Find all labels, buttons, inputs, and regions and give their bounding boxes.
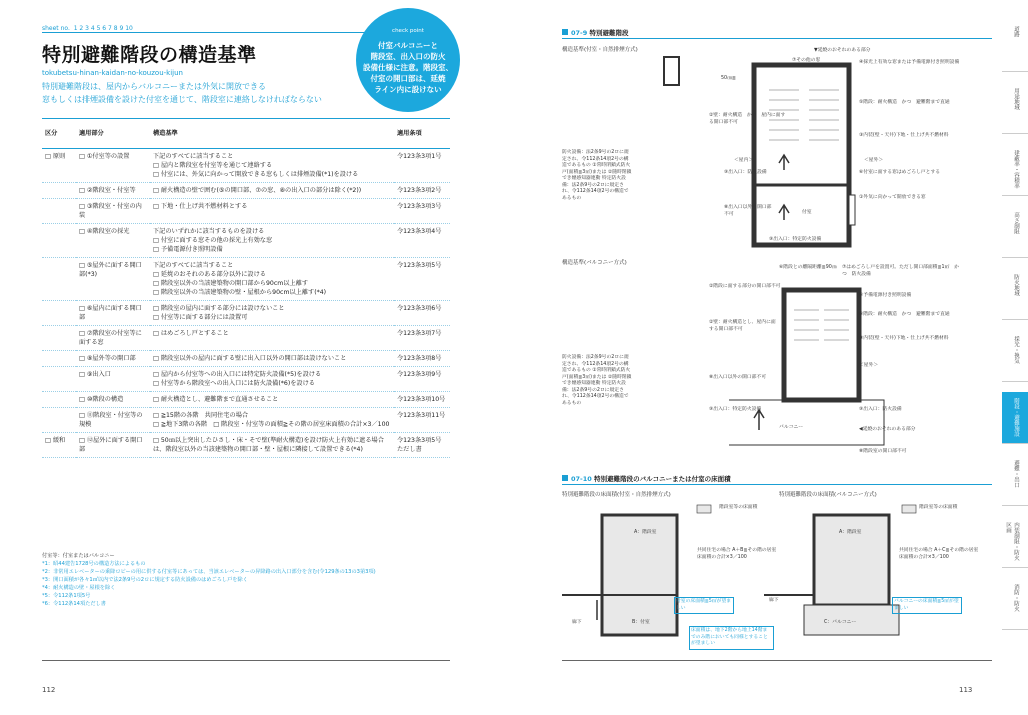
- table-row: [42, 199, 450, 224]
- cell-clause: 令123条3項5号ただし書: [394, 433, 450, 458]
- cell-part: □ ②階段室・付室等: [76, 183, 150, 199]
- chapter-tab[interactable]: 採光・換気: [1002, 330, 1028, 382]
- cell-standard: [150, 433, 394, 458]
- cell-standard: [150, 199, 394, 224]
- table-row: [42, 301, 450, 326]
- diagram1-side-note: 防火設備：法2条9号の2ロに規定され、令112条14項2号の構造であるもの ①常時閉鎖式防火戸(面積≦3㎡)または ②随時閉鎖でき煙感知器連動 特定防火設備：法2条9号の2ロに規定され、令112条14項2号の構造であるもの: [562, 150, 632, 201]
- cell-clause: 令123条3項1号: [394, 149, 450, 183]
- diagram4-note1: バルコニーの床面積≧5㎡が望ましい: [892, 597, 962, 614]
- standard-line: □ 50㎝以上突出したひさし・床・そで壁(準耐火構造)を設け防火上有効に遮る場合は、階段室以外の当該建築物の開口部・壁・屋根に隣接して設置できる(*4): [153, 437, 384, 453]
- chapter-tab[interactable]: 道路: [1002, 20, 1028, 72]
- standards-table: [42, 118, 450, 458]
- cell-standard: [150, 301, 394, 326]
- page-title-romaji: tokubetsu-hinan-kaidan-no-kouzou-kijun: [42, 69, 183, 77]
- check-point-line: 付室の開口部は、延焼: [370, 74, 446, 83]
- check-point-line: 付室バルコニーと: [378, 41, 438, 50]
- lead-line: 特別避難階段は、屋内からバルコニーまたは外気に開放できる: [42, 82, 266, 91]
- standard-line: □ 延焼のおそれのある部分以外に設ける: [153, 271, 266, 278]
- table-row: [42, 224, 450, 258]
- diagram1-label: ▼延焼のおそれのある部分: [814, 48, 871, 53]
- table-row: [42, 351, 450, 367]
- diagram4-plan: [764, 505, 964, 645]
- diagram4-subtitle: 特別避難階段の床面積(バルコニー方式): [779, 492, 877, 498]
- cell-category: [42, 351, 76, 367]
- diagram4-legend: 階段室等の床面積: [919, 505, 958, 510]
- diagram1-label: ①外気に向かって開放できる窓: [859, 195, 926, 200]
- diagram4-label: C：バルコニー: [824, 620, 857, 625]
- standard-line: □ 下地・仕上げ共不燃材料とする: [153, 203, 248, 210]
- footnote: *6：令112条14項ただし書: [42, 601, 106, 607]
- chapter-tab[interactable]: 防火地域: [1002, 268, 1028, 320]
- cell-category: [42, 367, 76, 392]
- standard-line: □ 階段室以外の当該建築物の壁・屋根から90cm以上離す(*4): [153, 289, 327, 296]
- section-heading-07-10: 07-10 特別避難階段のバルコニーまたは付室の床面積: [562, 474, 731, 483]
- diagram1-label: ＜屋外＞: [864, 158, 884, 163]
- standard-line: □ 階段室以外の屋内に面する壁に出入口以外の開口部は設けないこと: [153, 355, 347, 362]
- section-rule: [562, 484, 992, 485]
- cell-clause: 令123条3項3号: [394, 199, 450, 224]
- diagram3-label: B：付室: [632, 620, 650, 625]
- diagram2-label: ③内装(壁・天井)下地・仕上げ共不燃材料: [859, 336, 949, 341]
- header-category: 区分: [42, 119, 76, 149]
- standard-line: □ ≧15階の各階 共同住宅の場合: [153, 412, 249, 419]
- footnote: *3：開口面積が各々1㎡以内で法2条9号の2ロに規定する防火設備のはめごろし戸を除く: [42, 577, 248, 583]
- bottom-rule: [562, 660, 992, 661]
- diagram3-note2: 床面積は、地下2階から地上14階までのみ階においても同様とすることが望ましい: [689, 626, 774, 650]
- diagram2-label: バルコニー: [779, 425, 803, 430]
- sheet-numbers: 1 2 3 4 5 6 7 8 9 10: [73, 25, 133, 32]
- check-point-line: ライン内に設けない: [374, 85, 442, 94]
- chapter-tab[interactable]: 高さ制限: [1002, 206, 1028, 258]
- dim-label: 50㎝≦: [721, 76, 736, 81]
- header-standard: 構造基準: [150, 119, 394, 149]
- diagram1-label: 付室: [802, 210, 812, 215]
- standard-line: □ ≧地下3階の各階 □ 階段室・付室等の面積≧その階の居室床面積の合計×3／100: [153, 421, 390, 428]
- cell-part: □ ⑪階段室・付室等の規模: [76, 408, 150, 433]
- left-page: [0, 0, 500, 715]
- bottom-rule: [42, 660, 450, 661]
- diagram2-side-note: 防火設備：法2条9号の2ロに規定され、令112条14項2号の構造であるもの ①常時閉鎖式防火戸(面積≦3㎡)または ②随時閉鎖でき煙感知器連動 特定防火設備：法2条9号の2ロに規定され、令112条14項2号の構造であるもの: [562, 355, 632, 406]
- page-number: 112: [42, 686, 56, 694]
- section-square-icon: [562, 29, 568, 35]
- cell-standard: [150, 392, 394, 408]
- diagram2-label: ⑨出入口：防火設備: [859, 407, 902, 412]
- right-page: [514, 0, 1019, 715]
- cell-standard: [150, 351, 394, 367]
- diagram3-label: A：階段室: [634, 530, 657, 535]
- diagram1-label: ②壁：耐火構造 かつ 屋内に面する開口部不可: [709, 113, 786, 125]
- diagram3-legend: 階段室等の床面積: [719, 505, 758, 510]
- diagram1-label: ⑨出入口：特定防火設備: [769, 237, 822, 242]
- standard-line: □ 付室には、外気に向かって開放できる窓もしくは排煙設備(*1)を設ける: [153, 171, 359, 178]
- check-point-circle: [356, 8, 460, 112]
- diagram2-subtitle: 構造基準(バルコニー方式): [562, 260, 627, 266]
- table-row: [42, 433, 450, 458]
- diagram4-formula: 共同住宅の場合 A＋C≧その階の居室床面積の合計×3／100: [899, 548, 979, 560]
- footnotes: [42, 552, 376, 608]
- cell-clause: 令123条3項11号: [394, 408, 450, 433]
- chapter-tab[interactable]: 避難・出口: [1002, 454, 1028, 506]
- diagram1-label: ⑦その他の窓: [792, 58, 821, 63]
- cell-part: □ ⑦階段室の付室等に面する窓: [76, 326, 150, 351]
- cell-clause: 令123条3項2号: [394, 183, 450, 199]
- header-part: 適用部分: [76, 119, 150, 149]
- cell-category: [42, 199, 76, 224]
- cell-clause: 令123条3項7号: [394, 326, 450, 351]
- diagram2-label: ④予備電源付き照明設備: [859, 293, 912, 298]
- cell-clause: 令123条3項10号: [394, 392, 450, 408]
- chapter-tab[interactable]: 内装制限・防火区画: [1002, 516, 1028, 568]
- diagram2-label: ⑧出入口以外の開口部不可: [709, 375, 767, 380]
- diagram3-plan: [562, 505, 762, 645]
- check-point-line: 設備仕様に注意。階段室、: [363, 63, 453, 72]
- cell-category: □ 原則: [42, 149, 76, 183]
- cell-part: □ ⑤屋外に面する開口部(*3): [76, 258, 150, 301]
- diagram4-label: A：階段室: [839, 530, 862, 535]
- standard-line: □ 付室等に面する部分には設置可: [153, 314, 248, 321]
- diagram2-label: ⑤階段：耐火構造 かつ 避難階まで直通: [859, 312, 950, 317]
- cell-clause: 令123条3項4号: [394, 224, 450, 258]
- diagram4-label: 廊下: [769, 598, 779, 603]
- section-rule: [562, 38, 992, 39]
- diagram2-label: ⑨出入口：特定防火設備: [709, 407, 762, 412]
- footnote: *5：令112条1項5号: [42, 593, 91, 599]
- diagram3-label: 廊下: [572, 620, 582, 625]
- diagram2-label: ②壁：耐火構造とし、屋内に面する開口部不可: [709, 320, 776, 332]
- diagram2-label: ＜屋外＞: [859, 363, 879, 368]
- check-point-line: 階段室、出入口の防火: [370, 52, 446, 61]
- diagram3-formula: 共同住宅の場合 A＋B≧その階の居室床面積の合計×3／100: [697, 548, 777, 560]
- section-heading-07-9: 07-9 特別避難階段: [562, 28, 629, 37]
- lead-line: 窓もしくは排煙設備を設けた付室を通じて、階段室に連絡しなければならない: [42, 95, 322, 104]
- lead-text: [42, 80, 322, 106]
- cell-standard: [150, 149, 394, 183]
- diagram1-label: ⑥付室に面する窓はめごろし戸とする: [859, 170, 941, 175]
- check-point-label: check point: [392, 28, 424, 34]
- sheet-number-label: sheet no. 1 2 3 4 5 6 7 8 9 10: [42, 25, 133, 32]
- cell-clause: 令123条3項6号: [394, 301, 450, 326]
- cell-standard: [150, 258, 394, 301]
- chapter-tab[interactable]: 消防・防火: [1002, 578, 1028, 630]
- diagram2-label: ⑥階段との離隔距離≧90㎝: [779, 265, 837, 270]
- cell-part: □ ⑫屋外に面する開口部: [76, 433, 150, 458]
- cell-category: [42, 224, 76, 258]
- diagram1-subtitle: 構造基準(付室・自然排煙方式): [562, 47, 638, 53]
- table-header-row: [42, 119, 450, 149]
- standard-line: 下記のいずれかに該当するものを設ける: [153, 228, 265, 235]
- section-square-icon: [562, 475, 568, 481]
- cell-part: □ ④階段室の採光: [76, 224, 150, 258]
- diagram1-label: ⑨出入口：防火設備: [724, 170, 767, 175]
- cell-clause: 令123条3項9号: [394, 367, 450, 392]
- cell-standard: [150, 367, 394, 392]
- chapter-tab[interactable]: 建蔽率・容積率: [1002, 144, 1028, 196]
- diagram1-label: ＜屋内＞: [734, 158, 754, 163]
- cell-category: [42, 408, 76, 433]
- table-row: [42, 326, 450, 351]
- footnote: *1：昭44建告1728号の構造方法によるもの: [42, 561, 146, 567]
- table-row: [42, 149, 450, 183]
- diagram3-subtitle: 特別避難階段の床面積(付室・自然排煙方式): [562, 492, 671, 498]
- cell-category: [42, 183, 76, 199]
- standard-line: □ 付室等から階段室への出入口には防火設備(*6)を設ける: [153, 380, 315, 387]
- table-row: [42, 183, 450, 199]
- cell-part: □ ⑥屋内に面する開口部: [76, 301, 150, 326]
- table-row: [42, 408, 450, 433]
- standard-line: □ 耐火構造の壁で囲む(⑤の開口部、⑦の窓、⑧の出入口の部分は除く(*2)): [153, 187, 362, 194]
- diagram3-note1: 付室の床面積≧5㎡が望ましい: [674, 597, 734, 614]
- cell-clause: 令123条3項5号: [394, 258, 450, 301]
- table-row: [42, 258, 450, 301]
- cell-part: □ ③階段室・付室の内装: [76, 199, 150, 224]
- header-clause: 適用条項: [394, 119, 450, 149]
- cell-part: □ ①付室等の設置: [76, 149, 150, 183]
- standard-line: □ 付室に面する窓その他の採光上有効な窓: [153, 237, 273, 244]
- chapter-tab[interactable]: 階段・避難施設: [1002, 392, 1028, 444]
- cell-standard: [150, 408, 394, 433]
- cell-part: □ ⑩階段の構造: [76, 392, 150, 408]
- diagram2-label: ⑦はめごろし戸を設置可。ただし開口部面積≦1㎡ かつ 防火設備: [842, 265, 959, 277]
- table-row: [42, 392, 450, 408]
- cell-category: [42, 326, 76, 351]
- standard-line: 下記のすべてに該当すること: [153, 153, 234, 160]
- standard-line: 下記のすべてに該当すること: [153, 262, 234, 269]
- footnote: 付室等：付室またはバルコニー: [42, 553, 115, 559]
- standard-line: □ 屋内と階段室を付室等を通じて連絡する: [153, 162, 273, 169]
- cell-clause: 令123条3項8号: [394, 351, 450, 367]
- diagram1-label: ④採光上有効な窓または予備電源付き照明設備: [859, 60, 960, 65]
- cell-standard: [150, 326, 394, 351]
- cell-part: □ ⑨出入口: [76, 367, 150, 392]
- diagram1-label: ⑧出入口以外の開口部不可: [724, 205, 772, 217]
- chapter-tab[interactable]: 用途地域: [1002, 82, 1028, 134]
- standard-line: □ 耐火構造とし、避難階まで直通させること: [153, 396, 279, 403]
- diagram2-label: ◀延焼のおそれのある部分: [859, 427, 916, 432]
- standard-line: □ はめごろし戸とすること: [153, 330, 229, 337]
- diagram2-label: ⑧階段室の開口部不可: [859, 449, 907, 454]
- table-row: [42, 367, 450, 392]
- diagram1-plan: [634, 45, 994, 255]
- page-number: 113: [959, 686, 973, 694]
- diagram1-label: ⑤階段：耐火構造 かつ 避難階まで直通: [859, 100, 950, 105]
- standard-line: □ 予備電源付き照明設備: [153, 246, 223, 253]
- cell-category: [42, 258, 76, 301]
- cell-category: □ 緩和: [42, 433, 76, 458]
- footnote: *4：耐火構造の壁・屋根を除く: [42, 585, 116, 591]
- standard-line: □ 階段室の屋内に面する部分には設けないこと: [153, 305, 285, 312]
- diagram1-label: ③内装(壁・天井)下地・仕上げ共不燃材料: [859, 133, 949, 138]
- cell-part: □ ⑧屋外等の開口部: [76, 351, 150, 367]
- cell-standard: [150, 224, 394, 258]
- diagram2-label: ②階段に面する部分の開口部不可: [709, 284, 781, 289]
- standard-line: □ 階段室以外の当該建築物の開口部から90cm以上離す: [153, 280, 309, 287]
- cell-category: [42, 301, 76, 326]
- footnote: *2：非常用エレベーターの乗降ロビーの用に供する付室等にあっては、当該エレベーターの昇降路の出入口部分を含む(令129条の13の3第3項): [42, 569, 376, 575]
- page-title: 特別避難階段の構造基準: [42, 44, 257, 66]
- cell-category: [42, 392, 76, 408]
- standard-line: □ 屋内から付室等への出入口には特定防火設備(*5)を設ける: [153, 371, 322, 378]
- cell-standard: [150, 183, 394, 199]
